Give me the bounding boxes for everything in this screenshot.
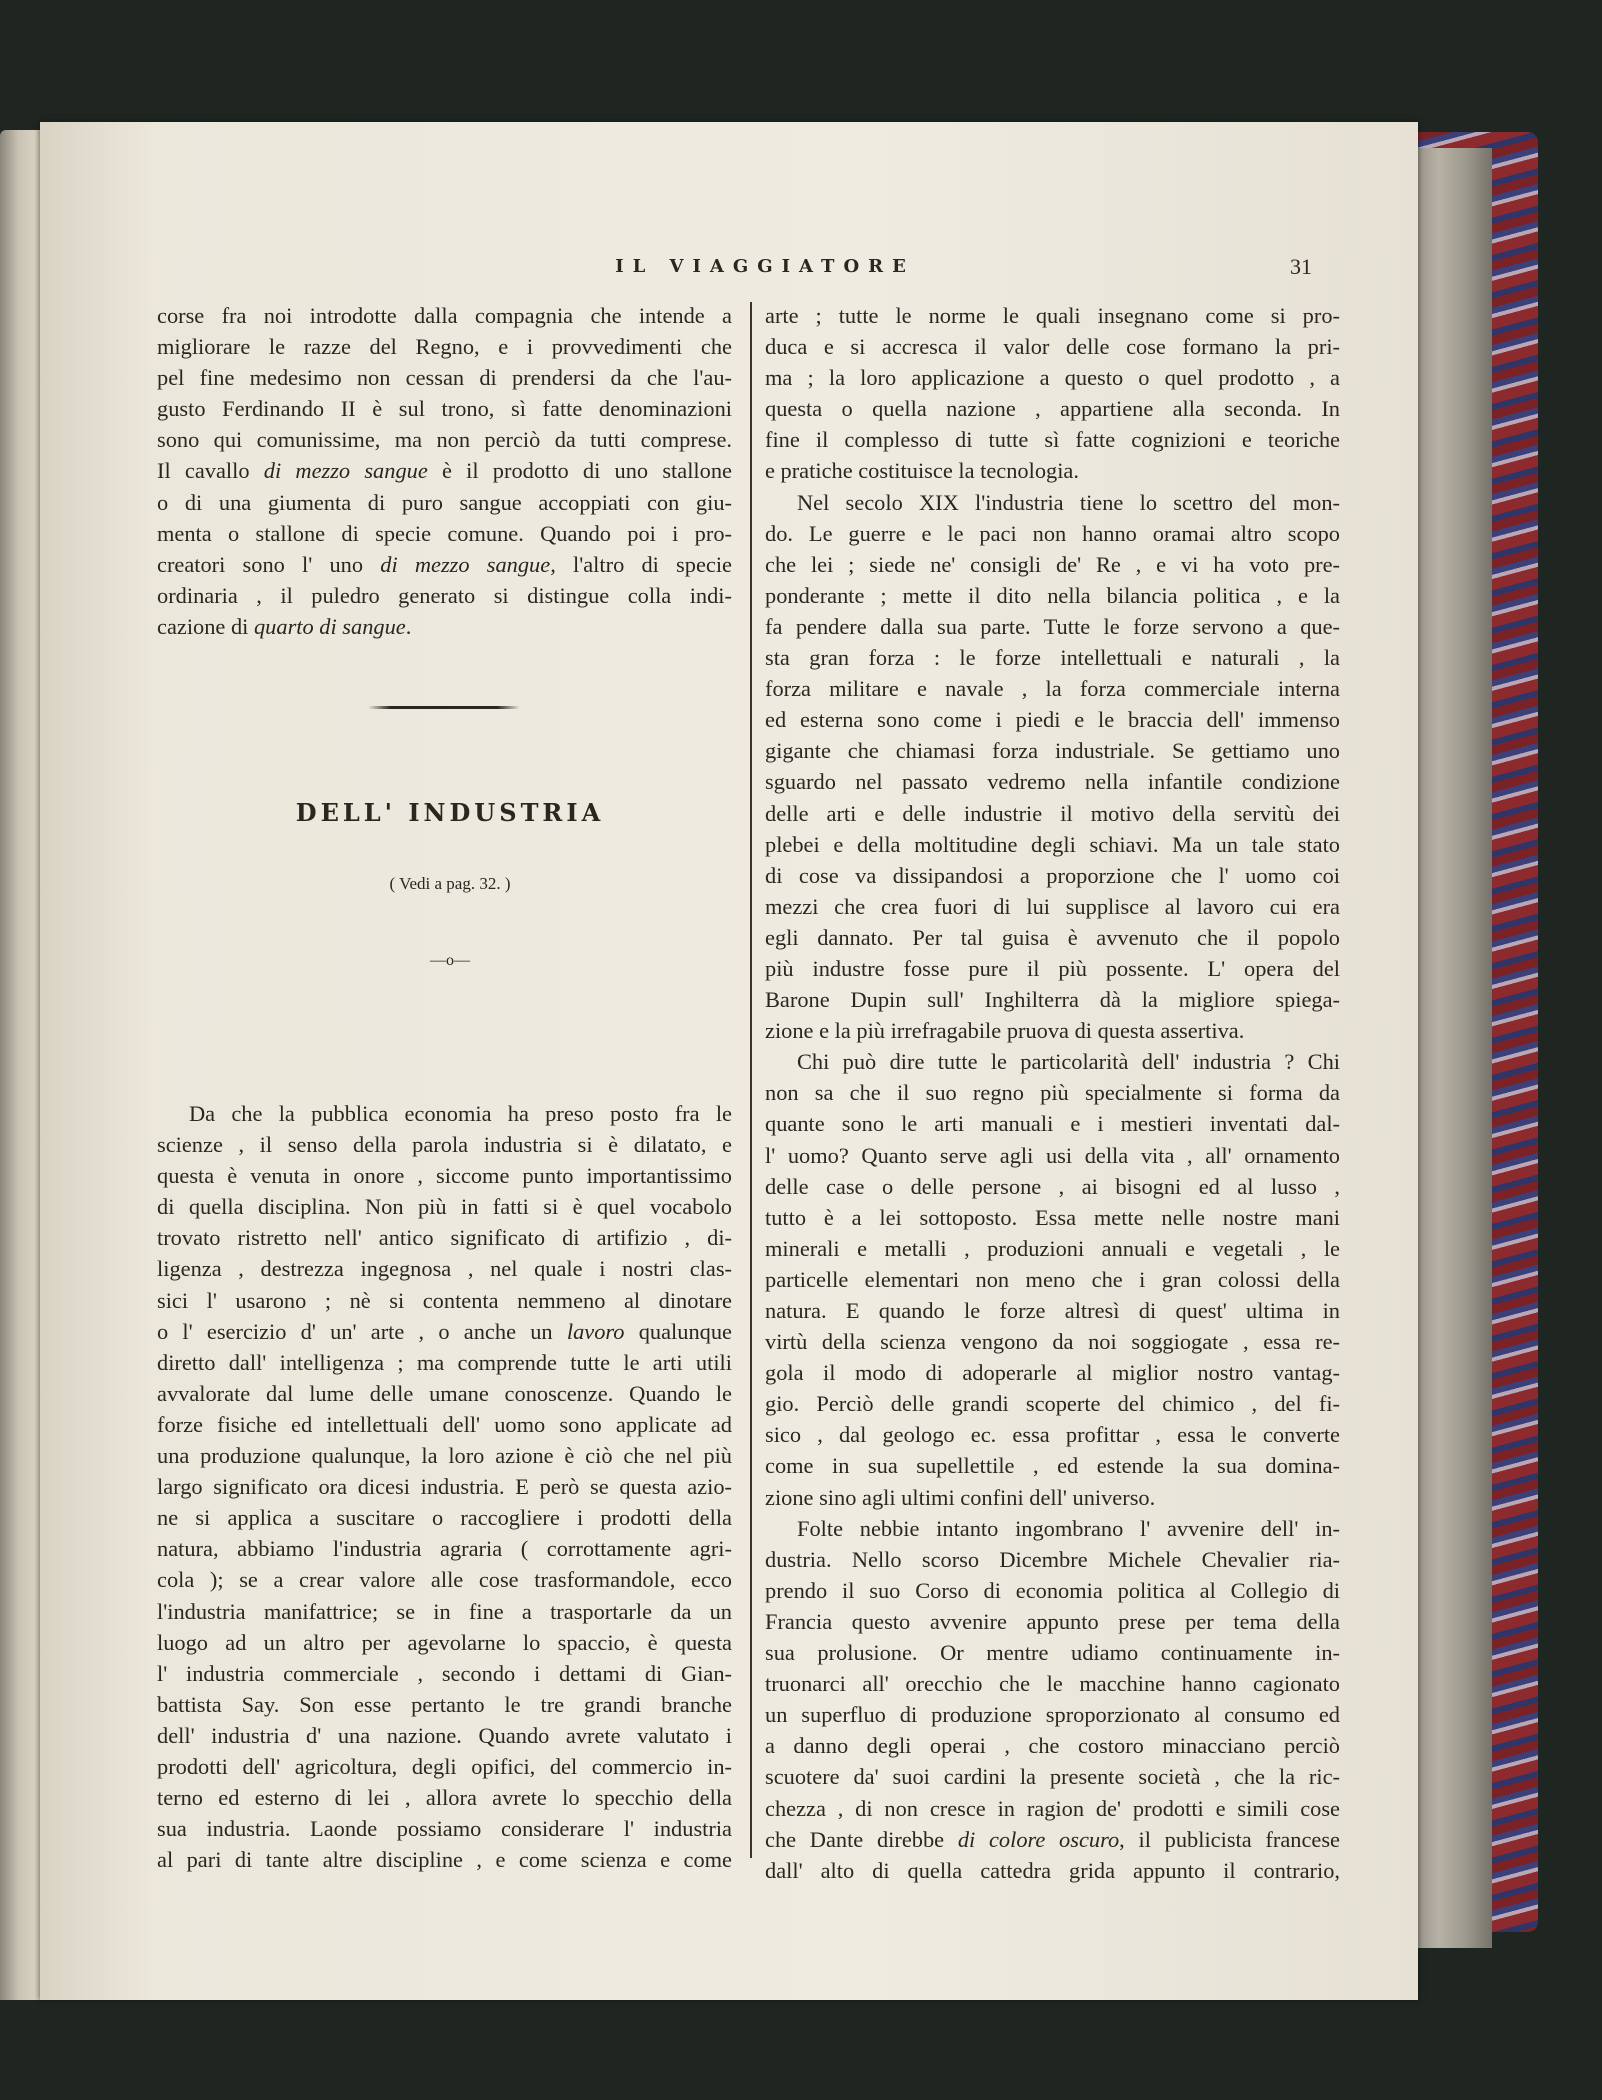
text-line: l' uomo? Quanto serve agli usi della vita , all' ornamento (765, 1142, 1340, 1168)
text-line: gola il modo di adoperarle al miglior nostro vantag- (765, 1360, 1340, 1386)
text-line: menta o stallone di specie comune. Quando poi i pro- (157, 520, 732, 546)
text-line (157, 611, 732, 642)
text-line: trovato ristretto nell' antico significato di artifizio , di- (157, 1225, 732, 1251)
paragraph (765, 487, 1340, 1047)
text-line: pel fine medesimo non cessan di prendersi da che l'au- (157, 365, 732, 391)
text-line: cola ); se a crear valore alle cose trasformandole, ecco (157, 1567, 732, 1593)
text-line: diretto dall' intelligenza ; ma comprende tutte le arti utili (157, 1349, 732, 1375)
text-line: sono qui comunissime, ma non perciò da tutti comprese. (157, 427, 732, 453)
text-line (157, 549, 732, 580)
text-line: Nel secolo XIX l'industria tiene lo scettro del mon- (797, 489, 1340, 515)
text-line: largo significato ora dicesi industria. E però se questa azio- (157, 1474, 732, 1500)
text-line: e pratiche costituisce la tecnologia. (765, 458, 1079, 484)
text-line: battista Say. Son esse pertanto le tre grandi branche (157, 1691, 732, 1717)
text-line: di quella disciplina. Non più in fatti si è quel vocabolo (157, 1194, 732, 1220)
text-line: ligenza , destrezza ingegnosa , nel quale i nostri clas- (157, 1256, 732, 1282)
text-run: creatori sono l' uno (157, 551, 381, 577)
text-line: corse fra noi introdotte dalla compagnia che intende a (157, 303, 732, 328)
text-line: Francia questo avvenire appunto prese per tema della (765, 1608, 1340, 1634)
text-line: ordinaria , il puledro generato si distingue colla indi- (157, 582, 732, 608)
text-line: a danno degli operai , che costoro minacciano perciò (765, 1733, 1340, 1759)
text-run: Il cavallo (157, 458, 264, 484)
text-line: un superfluo di produzione sproporzionato al consumo ed (765, 1702, 1340, 1728)
text-line: sici l' usarono ; nè si contenta nemmeno al dinotare (157, 1287, 732, 1313)
text-line: o di una giumenta di puro sangue accoppiati con giu- (157, 489, 732, 515)
text-line: ed esterna sono come i piedi e le braccia dell' immenso (765, 707, 1340, 733)
small-divider: —o— (430, 952, 470, 969)
text-line: zione e la più irrefragabile pruova di questa assertiva. (765, 1018, 1245, 1044)
italic-text: di mezzo sangue (263, 458, 428, 484)
text-line (765, 1824, 1340, 1855)
text-line: gusto Ferdinando II è sul trono, sì fatte denominazioni (157, 396, 732, 422)
text-line: ma ; la loro applicazione a questo o quel prodotto , a (765, 365, 1340, 391)
text-run: è il prodotto di uno stallone (427, 458, 732, 484)
italic-text: di colore oscuro (957, 1826, 1120, 1852)
text-line: forza militare e navale , la forza commerciale interna (765, 676, 1340, 702)
text-line: Chi può dire tutte le particolarità dell' industria ? Chi (797, 1049, 1340, 1075)
section-rule (368, 706, 520, 709)
text-line: gigante che chiamasi forza industriale. Se gettiamo uno (765, 738, 1340, 764)
text-line: tutto è a lei sottoposto. Essa mette nelle nostre mani (765, 1204, 1340, 1230)
text-line: truonarci all' orecchio che le macchine hanno cagionato (765, 1671, 1340, 1697)
text-line: migliorare le razze del Regno, e i provvedimenti che (157, 334, 732, 360)
text-line: avvalorate dal lume delle umane conoscenze. Quando le (157, 1380, 732, 1406)
text-line: terno ed esterno di lei , allora avrete lo specchio della (157, 1785, 732, 1811)
text-line: fa pendere dalla sua parte. Tutte le forze servono a que- (765, 613, 1340, 639)
text-line: ponderante ; mette il dito nella bilancia politica , e la (765, 582, 1340, 608)
text-line: di cose va dissipandosi a proporzione che l' uomo coi (765, 862, 1340, 888)
text-line: mezzi che crea fuori di lui supplisce al lavoro cui era (765, 893, 1340, 919)
text-line: plebei e della moltitudine degli schiavi. Ma un tale stato (765, 831, 1340, 857)
text-line: sguardo nel passato vedremo nella infantile condizione (765, 769, 1340, 795)
text-run: che Dante direbbe (765, 1826, 958, 1852)
right-column (765, 300, 1340, 1886)
text-line: Da che la pubblica economia ha preso posto fra le (189, 1101, 732, 1126)
text-line: prodotti dell' agricoltura, degli opifici, del commercio in- (157, 1753, 732, 1779)
italic-text: quarto di sangue (253, 613, 406, 639)
text-line: zione sino agli ultimi confini dell' universo. (765, 1484, 1156, 1510)
text-line: chezza , di non cresce in ragion de' prodotti e simili cose (765, 1795, 1340, 1821)
running-head (40, 256, 1418, 286)
text-line: l'industria manifattrice; se in fine a trasportarle da un (157, 1598, 732, 1624)
text-line: duca e si accresca il valor delle cose formano la pri- (765, 334, 1340, 360)
text-line: egli dannato. Per tal guisa è avvenuto che il popolo (765, 924, 1340, 950)
text-line: gio. Perciò delle grandi scoperte del chimico , del fi- (765, 1391, 1340, 1417)
text-line: sua industria. Laonde possiamo considerare l' industria (157, 1816, 732, 1842)
text-line: sua prolusione. Or mentre udiamo continuamente in- (765, 1640, 1340, 1666)
section-reference: ( Vedi a pag. 32. ) (389, 874, 511, 893)
text-line: non sa che il suo regno più specialmente si forma da (765, 1080, 1340, 1106)
paragraph (157, 1098, 732, 1875)
text-line: dustria. Nello scorso Dicembre Michele Chevalier ria- (765, 1546, 1340, 1572)
text-line: dell' industria d' una nazione. Quando avrete valutato i (157, 1722, 732, 1748)
italic-text: di mezzo sangue, (380, 551, 556, 577)
text-run: qualunque (624, 1318, 732, 1344)
text-line: minerali e metalli , produzioni annuali e vegetali , le (765, 1235, 1340, 1261)
text-line: delle arti e delle industrie il motivo della servitù dei (765, 800, 1340, 826)
running-head-title: IL VIAGGIATORE (615, 256, 915, 277)
text-line: questa è venuta in onore , siccome punto importantissimo (157, 1163, 732, 1189)
text-line: sta gran forza : le forze intellettuali e naturali , la (765, 645, 1340, 671)
text-line: una produzione qualunque, la loro azione è ciò che nel più (157, 1443, 732, 1469)
paragraph (765, 1513, 1340, 1886)
text-line: dall' alto di quella cattedra grida appunto il contrario, (765, 1857, 1340, 1883)
text-line: al pari di tante altre discipline , e come scienza e come (157, 1847, 732, 1873)
text-line: sico , dal geologo ec. essa profittar , essa le converte (765, 1422, 1340, 1448)
text-line: quante sono le arti manuali e i mestieri inventati dal- (765, 1111, 1340, 1137)
paragraph (157, 300, 732, 642)
text-line: più industre fosse pure il più possente. L' opera del (765, 955, 1340, 981)
text-line: come in sua supellettile , ed estende la sua domina- (765, 1453, 1340, 1479)
text-run: cazione di (157, 613, 254, 639)
text-line (157, 455, 732, 486)
text-line: fine il complesso di tutte sì fatte cognizioni e teoriche (765, 427, 1340, 453)
text-line: che lei ; siede ne' consigli de' Re , e vi ha voto pre- (765, 551, 1340, 577)
left-column-body (157, 1098, 732, 1875)
text-line (157, 1316, 732, 1347)
text-run: l'altro di specie (555, 551, 732, 577)
column-divider (750, 302, 752, 1858)
text-line: delle case o delle persone , ai bisogni ed al lusso , (765, 1173, 1340, 1199)
text-line: prendo il suo Corso di economia politica al Collegio di (765, 1577, 1340, 1603)
text-line: luogo ad un altro per agevolarne lo spaccio, è questa (157, 1629, 732, 1655)
text-run: , il publicista francese (1119, 1826, 1340, 1852)
left-column (157, 300, 732, 642)
text-line: Folte nebbie intanto ingombrano l' avvenire dell' in- (797, 1515, 1340, 1541)
text-line: natura. E quando le forze altresì di quest' ultima in (765, 1298, 1340, 1323)
page-block-edge (1410, 148, 1492, 1948)
text-line: natura, abbiamo l'industria agraria ( corrottamente agri- (157, 1536, 732, 1562)
italic-text: lavoro (566, 1318, 625, 1344)
text-run: . (405, 613, 412, 639)
text-line: virtù della scienza vengono da noi soggiogate , essa re- (765, 1329, 1340, 1355)
text-line: ne si applica a suscitare o raccogliere i prodotti della (157, 1505, 732, 1531)
text-line: arte ; tutte le norme le quali insegnano come si pro- (765, 303, 1340, 328)
section-title: DELL' INDUSTRIA (295, 798, 605, 827)
page-number: 31 (1290, 254, 1312, 279)
text-line: Barone Dupin sull' Inghilterra dà la migliore spiega- (765, 987, 1340, 1013)
text-line: particelle elementari non meno che i gran colossi della (765, 1266, 1340, 1292)
text-line: scienze , il senso della parola industria si è dilatato, e (157, 1132, 732, 1158)
text-run: o l' esercizio d' un' arte , o anche un (157, 1318, 567, 1344)
paragraph (765, 1046, 1340, 1512)
text-line: do. Le guerre e le paci non hanno oramai altro scopo (765, 520, 1340, 546)
text-line: scuotere da' suoi cardini la presente società , che la ric- (765, 1764, 1340, 1790)
text-line: l' industria commerciale , secondo i dettami di Gian- (157, 1660, 732, 1686)
paragraph (765, 300, 1340, 487)
book-page (40, 122, 1418, 2000)
text-line: questa o quella nazione , appartiene alla seconda. In (765, 396, 1340, 422)
text-line: forze fisiche ed intellettuali dell' uomo sono applicate ad (157, 1411, 732, 1437)
